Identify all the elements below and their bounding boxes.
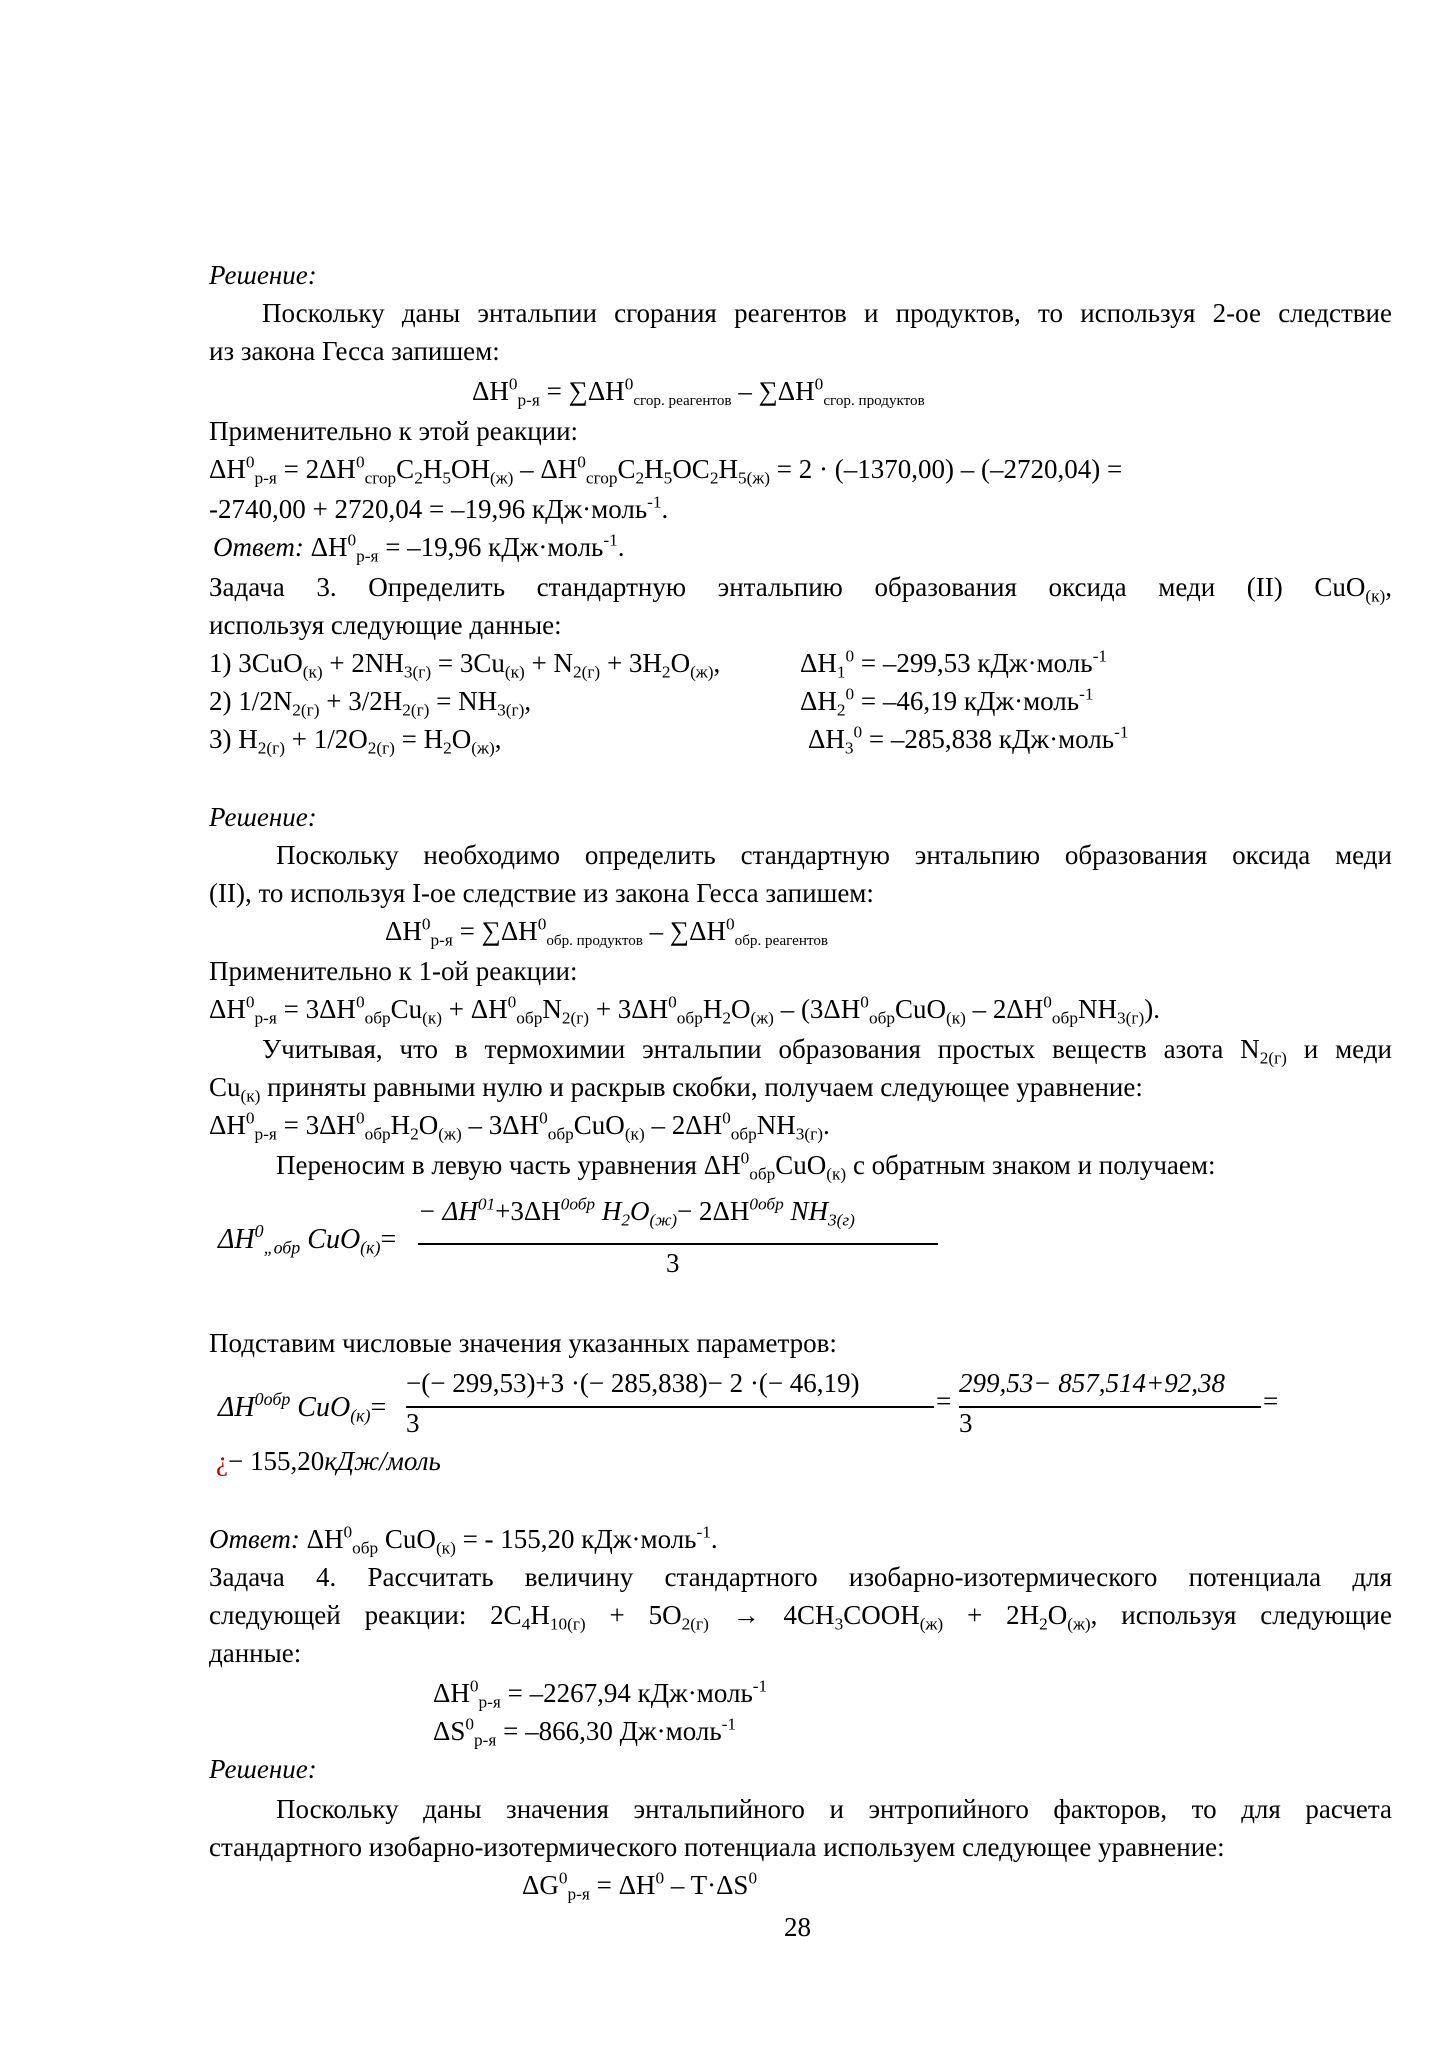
answer-line: Ответ: $\Delta H^0_{р-я} = -19,96$ кДж·моль$^{-1}$. bbox=[213, 530, 625, 566]
page-number: 28 bbox=[784, 1912, 811, 1942]
paragraph-line: Переносим в левую часть уравнения $\Delta H^0_{обр}CuO_{(к)}$ с обратным знаком и получаем: bbox=[276, 1148, 1216, 1184]
task-4-title: Задача 4. Рассчитать величину стандартного изобарно-изотермического потенциала для bbox=[209, 1562, 1392, 1592]
paragraph-line: используя следующие данные: bbox=[209, 610, 562, 640]
reaction-2: 2) $1/2N_{2(г)} + 3/2H_{2(г)} = NH_{3(г)}$, bbox=[209, 686, 532, 720]
paragraph-line: Подставим числовые значения указанных параметров: bbox=[209, 1328, 837, 1358]
reaction-1: 1) $3CuO_{(к)} + 2NH_{3(г)} = 3Cu_{(к)} + N_{2(г)} + 3H_2O_{(ж)}$, bbox=[209, 648, 721, 682]
paragraph-line: Поскольку необходимо определить стандартную энтальпию образования оксида меди bbox=[276, 840, 1392, 870]
paragraph-line: данные: bbox=[209, 1638, 302, 1668]
solution-heading: Решение: bbox=[209, 1754, 317, 1784]
paragraph-line: следующей реакции: $2C_4H_{10(г)} + 5O_{2(г)}$ → $4CH_3COOH_{(ж)} + 2H_2O_{(ж)}$, используя следующие bbox=[209, 1600, 1392, 1634]
formula-reaction-calc-cont: -2740,00 + 2720,04 = –19,96 кДж·моль$^{-1}$. bbox=[209, 492, 669, 524]
solution-heading: Решение: bbox=[209, 260, 317, 290]
paragraph-line: Применительно к этой реакции: bbox=[209, 416, 579, 446]
formula-reaction-calc: $\Delta H^0_{р-я} = 2\Delta H^0_{сгор}C_2H_5OH_{(ж)} - \Delta H^0_{сгор}C_2H_5OC_2H_{5(ж)} = 2 \cdot (-1370,00) - (-2720,04)$ = bbox=[209, 452, 1123, 488]
fraction-2-denominator: 3 bbox=[406, 1408, 420, 1438]
fraction-2-lhs: $\Delta H^{0обр}$ CuO$_{(к)}$= bbox=[218, 1388, 387, 1426]
answer-line: Ответ: $\Delta H^0_{обр}$ CuO$_{(к)}$ = - 155,20 кДж·моль$^{-1}$. bbox=[209, 1522, 718, 1558]
paragraph-line: $Cu_{(к)}$ приняты равными нулю и раскрыв скобки, получаем следующее уравнение: bbox=[209, 1072, 1143, 1106]
paragraph-line: из закона Гесса запишем: bbox=[209, 336, 500, 366]
reaction-3-enthalpy: $\Delta H_3^0 = -285,838$ кДж·моль$^{-1}$ bbox=[808, 722, 1129, 758]
solution-heading: Решение: bbox=[209, 802, 317, 832]
fraction-1-bar bbox=[418, 1243, 938, 1245]
formula-gibbs: $\Delta G^0_{р-я} = \Delta H^0 - T\cdot\Delta S^0$ bbox=[522, 1868, 758, 1904]
paragraph-line: Применительно к 1-ой реакции: bbox=[209, 956, 578, 986]
paragraph-line: (II), то используя I-ое следствие из закона Гесса запишем: bbox=[209, 878, 874, 908]
paragraph-line: Учитывая, что в термохимии энтальпии образования простых веществ азота $N_{2(г)}$ и меди bbox=[262, 1034, 1392, 1068]
fraction-1-lhs: $\Delta H^0_{„обр}$ CuO$_{(к)}$= bbox=[218, 1220, 397, 1258]
formula-hess-2: $\Delta H^0_{р-я} = \sum\Delta H^0_{сгор. реагентов} - \sum\Delta H^0_{сгор. продуктов}$ bbox=[472, 374, 925, 410]
fraction-2-numerator: −(− 299,53)+3 ·(− 285,838)− 2 ·(− 46,19) bbox=[406, 1368, 860, 1398]
fraction-3-bar bbox=[959, 1406, 1261, 1408]
fraction-1-numerator: − $\Delta H^{01}+3\Delta H^{0обр}$ $H_2O_{(ж)}- 2\Delta H^{0обр}$ $NH_{3(г)}$ bbox=[418, 1194, 855, 1230]
formula-reduced: $\Delta H^0_{р-я} = 3\Delta H^0_{обр}H_2O_{(ж)} - 3\Delta H^0_{обр}CuO_{(к)} - 2\Delta H^0_{обр}NH_{3(г)}$. bbox=[209, 1108, 830, 1144]
paragraph-line: Поскольку даны значения энтальпийного и энтропийного факторов, то для расчета bbox=[276, 1794, 1392, 1824]
given-enthalpy: $\Delta H^0_{р-я} = -2267,94$ кДж·моль$^{-1}$ bbox=[433, 1676, 768, 1712]
formula-reaction-1-expanded: $\Delta H^0_{р-я} = 3\Delta H^0_{обр}Cu_{(к)} + \Delta H^0_{обр}N_{2(г)} + 3\Delta H^0_{обр}H_2O_{(ж)} - (3\Delta H^0_{обр}CuO_{(к)} - 2\Delta H^0_{обр}NH_{3(г)})$. bbox=[209, 992, 1160, 1028]
task-3-title: Задача 3. Определить стандартную энтальпию образования оксида меди (II) CuO$_{(к)}$, bbox=[209, 572, 1392, 606]
reaction-1-enthalpy: $\Delta H_1^0 = -299,53$ кДж·моль$^{-1}$ bbox=[800, 646, 1107, 682]
equals-sign: = bbox=[1263, 1386, 1279, 1416]
fraction-3-numerator: 299,53− 857,514+92,38 bbox=[959, 1368, 1225, 1398]
fraction-3-denominator: 3 bbox=[959, 1408, 973, 1438]
reaction-2-enthalpy: $\Delta H_2^0 = -46,19$ кДж·моль$^{-1}$ bbox=[800, 684, 1094, 720]
paragraph-line: Поскольку даны энтальпии сгорания реагентов и продуктов, то используя 2-ое следствие bbox=[262, 298, 1392, 328]
given-entropy: $\Delta S^0_{р-я} = -866,30$ Дж·моль$^{-1}$ bbox=[433, 1714, 737, 1750]
formula-hess-1: $\Delta H^0_{р-я} = \sum\Delta H^0_{обр. продуктов} - \sum\Delta H^0_{обр. реагентов}$ bbox=[385, 914, 829, 950]
paragraph-line: стандартного изобарно-изотермического потенциала используем следующее уравнение: bbox=[209, 1832, 1225, 1862]
fraction-1-denominator: 3 bbox=[666, 1248, 680, 1278]
fraction-2-result: ¿− 155,20кДж/моль bbox=[216, 1446, 441, 1476]
equals-sign: = bbox=[936, 1386, 952, 1416]
fraction-2-bar bbox=[406, 1406, 934, 1408]
reaction-3: 3) $H_{2(г)} + 1/2O_{2(г)} = H_2O_{(ж)}$, bbox=[209, 724, 502, 758]
